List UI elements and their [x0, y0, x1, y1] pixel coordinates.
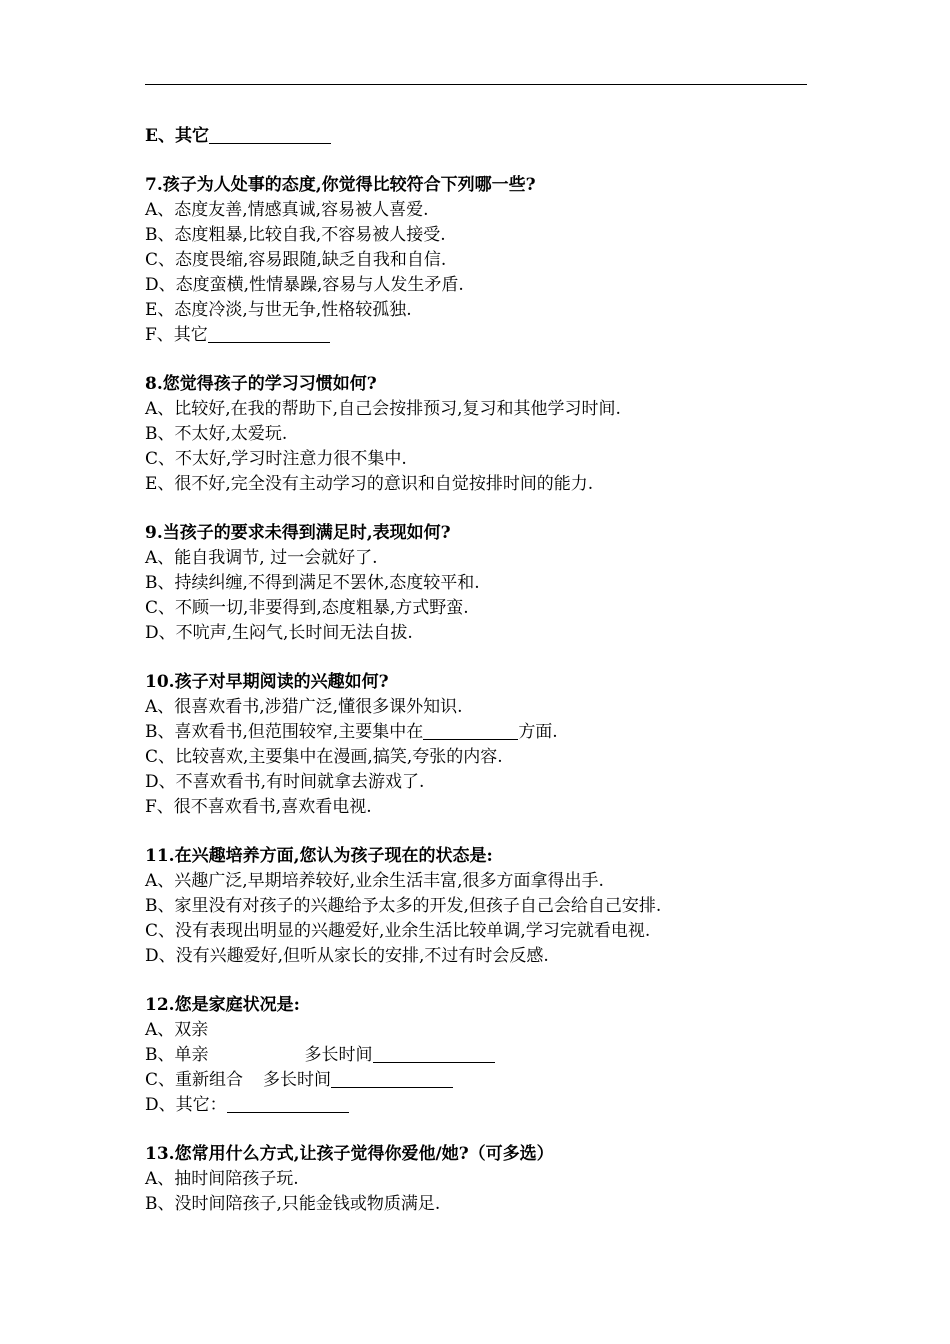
q7-option-d: D、态度蛮横,性情暴躁,容易与人发生矛盾.	[145, 275, 464, 295]
q7-option-a: A、态度友善,情感真诚,容易被人喜爱.	[145, 200, 429, 220]
q11-option-a: A、兴趣广泛,早期培养较好,业余生活丰富,很多方面拿得出手.	[145, 871, 604, 891]
q7-option-b: B、态度粗暴,比较自我,不容易被人接受.	[145, 225, 446, 245]
q9-option-a: A、能自我调节, 过一会就好了.	[145, 548, 378, 568]
q13-option-a: A、抽时间陪孩子玩.	[145, 1169, 299, 1189]
answer-blank[interactable]	[373, 1044, 495, 1063]
q8-option-a: A、比较好,在我的帮助下,自己会按排预习,复习和其他学习时间.	[145, 399, 621, 419]
q10-title: 10.孩子对早期阅读的兴趣如何?	[145, 672, 389, 692]
q8-option-b: B、不太好,太爱玩.	[145, 424, 288, 444]
q7-option-c: C、态度畏缩,容易跟随,缺乏自我和自信.	[145, 250, 447, 270]
q12-option-d: D、其它：	[145, 1093, 825, 1118]
q10-option-a: A、很喜欢看书,涉猎广泛,懂很多课外知识.	[145, 697, 463, 717]
q10-option-d: D、不喜欢看书,有时间就拿去游戏了.	[145, 772, 425, 792]
q10-option-c: C、比较喜欢,主要集中在漫画,搞笑,夸张的内容.	[145, 747, 503, 767]
q8-option-e: E、很不好,完全没有主动学习的意识和自觉按排时间的能力.	[145, 474, 594, 494]
q8-option-c: C、不太好,学习时注意力很不集中.	[145, 449, 407, 469]
q10-option-b: B、喜欢看书,但范围较窄,主要集中在 方面.	[145, 722, 558, 742]
q10-option-f: F、很不喜欢看书,喜欢看电视.	[145, 797, 372, 817]
q9-title: 9.当孩子的要求未得到满足时,表现如何?	[145, 523, 451, 543]
answer-blank[interactable]	[423, 721, 518, 740]
q9-option-c: C、不顾一切,非要得到,态度粗暴,方式野蛮.	[145, 598, 469, 618]
q7-title: 7.孩子为人处事的态度,你觉得比较符合下列哪一些?	[145, 175, 536, 195]
q12-title: 12.您是家庭状况是:	[145, 995, 300, 1015]
q9-option-d: D、不吭声,生闷气,长时间无法自拔.	[145, 623, 413, 643]
q13-title: 13.您常用什么方式,让孩子觉得你爱他/她?（可多选）	[145, 1144, 554, 1164]
q11-option-d: D、没有兴趣爱好,但听从家长的安排,不过有时会反感.	[145, 946, 549, 966]
q6-option-e: E、其它	[145, 124, 825, 149]
q8-title: 8.您觉得孩子的学习习惯如何?	[145, 374, 377, 394]
q12-option-c: C、重新组合 多长时间	[145, 1068, 825, 1093]
top-divider	[145, 84, 807, 85]
q11-option-b: B、家里没有对孩子的兴趣给予太多的开发,但孩子自己会给自己安排.	[145, 896, 662, 916]
q7-option-f: F、其它	[145, 323, 825, 348]
q12-option-a: A、双亲	[145, 1020, 209, 1040]
q7-option-e: E、态度冷淡,与世无争,性格较孤独.	[145, 300, 412, 320]
answer-blank[interactable]	[227, 1094, 349, 1113]
answer-blank[interactable]	[208, 324, 330, 343]
q12-option-b: B、单亲 多长时间	[145, 1043, 825, 1068]
q11-option-c: C、没有表现出明显的兴趣爱好,业余生活比较单调,学习完就看电视.	[145, 921, 651, 941]
answer-blank[interactable]	[331, 1069, 453, 1088]
answer-blank[interactable]	[209, 125, 331, 144]
questionnaire-body	[145, 124, 825, 1217]
q13-option-b: B、没时间陪孩子,只能金钱或物质满足.	[145, 1194, 441, 1214]
q11-title: 11.在兴趣培养方面,您认为孩子现在的状态是:	[145, 846, 493, 866]
q9-option-b: B、持续纠缠,不得到满足不罢休,态度较平和.	[145, 573, 480, 593]
